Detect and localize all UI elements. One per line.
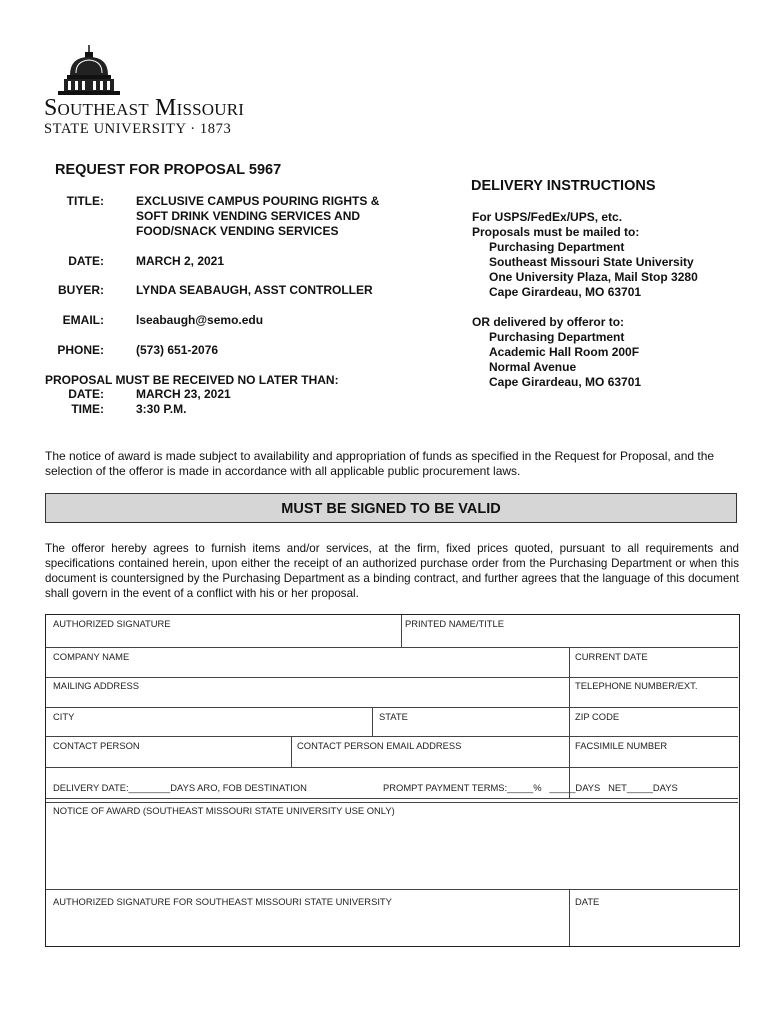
zip-code-field[interactable]: ZIP CODE bbox=[575, 711, 620, 722]
date-value: MARCH 2, 2021 bbox=[136, 254, 225, 268]
mailing-address-field[interactable]: MAILING ADDRESS bbox=[53, 680, 139, 691]
deliver-address-line: Cape Girardeau, MO 63701 bbox=[489, 375, 642, 389]
email-label: EMAIL: bbox=[62, 313, 104, 327]
company-name-field[interactable]: COMPANY NAME bbox=[53, 651, 130, 662]
university-signature-field: AUTHORIZED SIGNATURE FOR SOUTHEAST MISSOURI STATE UNIVERSITY bbox=[53, 896, 392, 907]
notice-of-award-field: NOTICE OF AWARD (SOUTHEAST MISSOURI STATE UNIVERSITY USE ONLY) bbox=[53, 805, 395, 816]
buyer-value: LYNDA SEABAUGH, ASST CONTROLLER bbox=[136, 283, 373, 297]
contact-email-field[interactable]: CONTACT PERSON EMAIL ADDRESS bbox=[297, 740, 462, 751]
offeror-signature-form bbox=[45, 614, 740, 947]
university-date-field: DATE bbox=[575, 896, 600, 907]
mail-address-line: Cape Girardeau, MO 63701 bbox=[489, 285, 642, 299]
mail-address-line: One University Plaza, Mail Stop 3280 bbox=[489, 270, 698, 284]
deliver-address-line: Normal Avenue bbox=[489, 360, 577, 374]
delivery-line-offeror: OR delivered by offeror to: bbox=[472, 315, 625, 329]
academic-hall-dome-icon bbox=[58, 45, 120, 97]
delivery-line-mailed: Proposals must be mailed to: bbox=[472, 225, 640, 239]
deadline-time-label: TIME: bbox=[71, 402, 104, 416]
deadline-date-label: DATE: bbox=[68, 387, 104, 401]
deliver-address-line: Purchasing Department bbox=[489, 330, 625, 344]
title-line-1: EXCLUSIVE CAMPUS POURING RIGHTS & bbox=[136, 194, 380, 208]
deadline-time-value: 3:30 P.M. bbox=[136, 402, 187, 416]
delivery-line-carriers: For USPS/FedEx/UPS, etc. bbox=[472, 210, 623, 224]
phone-value: (573) 651-2076 bbox=[136, 343, 219, 357]
city-field[interactable]: CITY bbox=[53, 711, 75, 722]
university-name: Southeast Missouri bbox=[44, 95, 245, 121]
facsimile-field[interactable]: FACSIMILE NUMBER bbox=[575, 740, 668, 751]
contact-person-field[interactable]: CONTACT PERSON bbox=[53, 740, 140, 751]
buyer-label: BUYER: bbox=[57, 283, 104, 297]
telephone-field[interactable]: TELEPHONE NUMBER/EXT. bbox=[575, 680, 698, 691]
university-subtitle: STATE UNIVERSITY · 1873 bbox=[44, 121, 232, 137]
state-field[interactable]: STATE bbox=[379, 711, 408, 722]
title-line-2: SOFT DRINK VENDING SERVICES AND bbox=[136, 209, 361, 223]
university-logo bbox=[44, 45, 274, 140]
payment-terms-field[interactable]: PROMPT PAYMENT TERMS:_____% _____DAYS NET_____DAYS bbox=[383, 782, 678, 793]
authorized-signature-field[interactable]: AUTHORIZED SIGNATURE bbox=[53, 618, 171, 629]
must-be-signed-banner: MUST BE SIGNED TO BE VALID bbox=[45, 493, 737, 523]
mail-address-line: Purchasing Department bbox=[489, 240, 625, 254]
delivery-heading: DELIVERY INSTRUCTIONS bbox=[471, 178, 656, 194]
phone-label: PHONE: bbox=[57, 343, 104, 357]
agreement-text: The offeror hereby agrees to furnish items and/or services, at the firm, fixed prices quoted, pursuant to all requirements and specifications contained herein, upon either the receipt of an authorized purchase order from the Purchasing Department or when this document is countersigned by the Purchasing Department as a binding contract, and further agrees that the language of this document shall govern in the event of a conflict with his or her proposal. bbox=[45, 542, 739, 600]
deliver-address-line: Academic Hall Room 200F bbox=[489, 345, 640, 359]
date-label: DATE: bbox=[68, 254, 104, 268]
title-line-3: FOOD/SNACK VENDING SERVICES bbox=[136, 224, 339, 238]
deadline-heading: PROPOSAL MUST BE RECEIVED NO LATER THAN: bbox=[45, 373, 339, 387]
deadline-date-value: MARCH 23, 2021 bbox=[136, 387, 231, 401]
notice-of-award-text: The notice of award is made subject to availability and appropriation of funds as specified in the Request for Proposal, and the selection of the offeror is made in accordance with all applicable public procurement laws. bbox=[45, 449, 715, 478]
email-value: lseabaugh@semo.edu bbox=[136, 313, 264, 327]
mail-address-line: Southeast Missouri State University bbox=[489, 255, 694, 269]
current-date-field[interactable]: CURRENT DATE bbox=[575, 651, 648, 662]
title-label: TITLE: bbox=[66, 194, 104, 208]
rfp-heading: REQUEST FOR PROPOSAL 5967 bbox=[55, 162, 282, 178]
printed-name-field[interactable]: PRINTED NAME/TITLE bbox=[405, 618, 504, 629]
delivery-date-field[interactable]: DELIVERY DATE:________DAYS ARO, FOB DESTINATION bbox=[53, 782, 307, 793]
